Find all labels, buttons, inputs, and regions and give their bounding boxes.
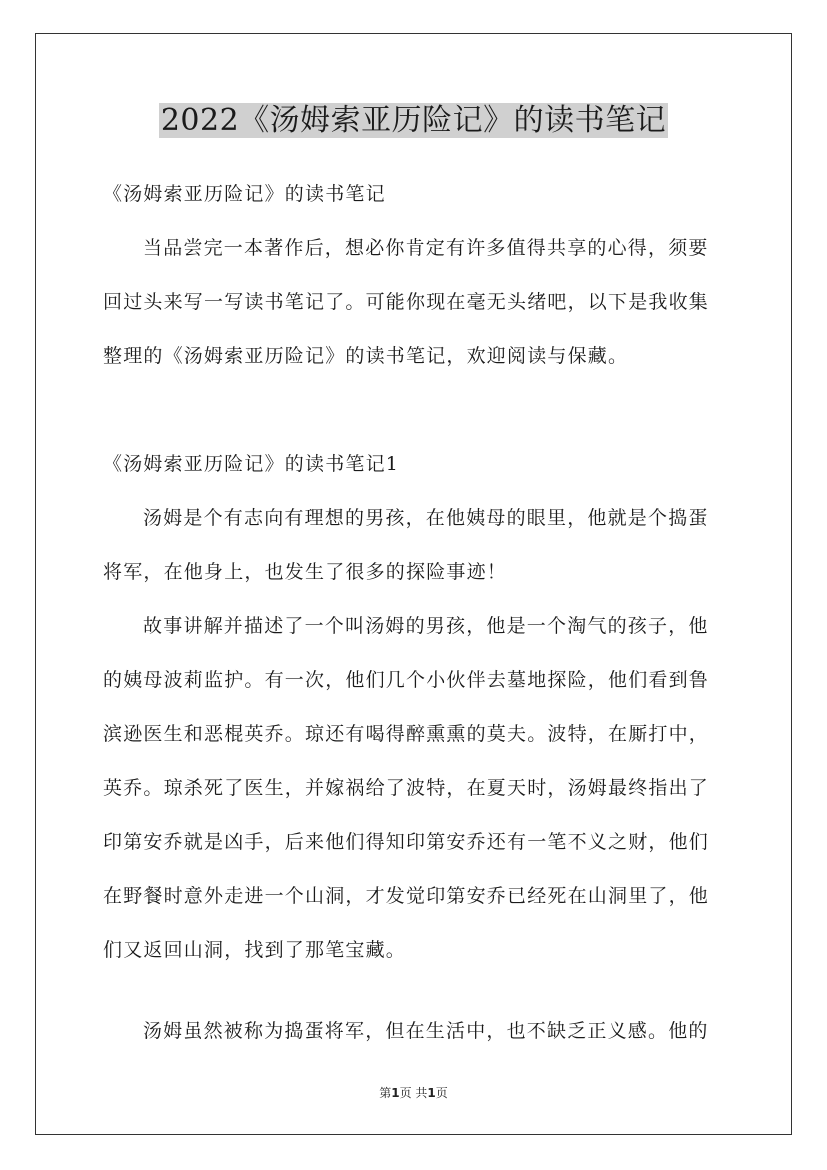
intro-line-1: 当品尝完一本著作后，想必你肯定有许多值得共享的心得，须要 xyxy=(143,237,709,259)
intro-line-2: 回过头来写一写读书笔记了。可能你现在毫无头绪吧，以下是我收集 xyxy=(103,291,710,313)
para2-line-4: 英乔。琼杀死了医生，并嫁祸给了波特，在夏天时，汤姆最终指出了 xyxy=(103,777,710,799)
para2-line-1: 故事讲解并描述了一个叫汤姆的男孩，他是一个淘气的孩子，他 xyxy=(143,615,709,637)
para1-line-1: 汤姆是个有志向有理想的男孩，在他姨母的眼里，他就是个捣蛋 xyxy=(143,507,709,529)
footer-page-suffix: 页 xyxy=(435,1086,448,1100)
footer-page-number: 1 xyxy=(391,1086,400,1100)
para2-line-7: 们又返回山洞，找到了那笔宝藏。 xyxy=(103,939,407,961)
para2-line-2: 的姨母波莉监护。有一次，他们几个小伙伴去墓地探险，他们看到鲁 xyxy=(103,669,710,691)
document-title-wrap xyxy=(0,98,827,144)
para2-line-5: 印第安乔就是凶手，后来他们得知印第安乔还有一笔不义之财，他们 xyxy=(103,831,710,853)
footer-page-mid: 页 共 xyxy=(399,1086,428,1100)
footer-page-total: 1 xyxy=(427,1086,436,1100)
page-footer xyxy=(0,1084,827,1101)
para1-line-2: 将军，在他身上，也发生了很多的探险事迹！ xyxy=(103,561,508,583)
footer-page-prefix: 第 xyxy=(379,1086,392,1100)
para2-line-3: 滨逊医生和恶棍英乔。琼还有喝得醉熏熏的莫夫。波特，在厮打中， xyxy=(103,723,710,745)
para2-line-6: 在野餐时意外走进一个山洞，才发觉印第安乔已经死在山洞里了，他 xyxy=(103,885,710,907)
intro-line-3: 整理的《汤姆索亚历险记》的读书笔记，欢迎阅读与保藏。 xyxy=(103,345,629,367)
subtitle: 《汤姆索亚历险记》的读书笔记 xyxy=(103,183,386,205)
section-heading: 《汤姆索亚历险记》的读书笔记1 xyxy=(103,453,400,475)
para3-line-1: 汤姆虽然被称为捣蛋将军，但在生活中，也不缺乏正义感。他的 xyxy=(143,1020,709,1042)
document-title: 2022《汤姆索亚历险记》的读书笔记 xyxy=(160,103,667,138)
